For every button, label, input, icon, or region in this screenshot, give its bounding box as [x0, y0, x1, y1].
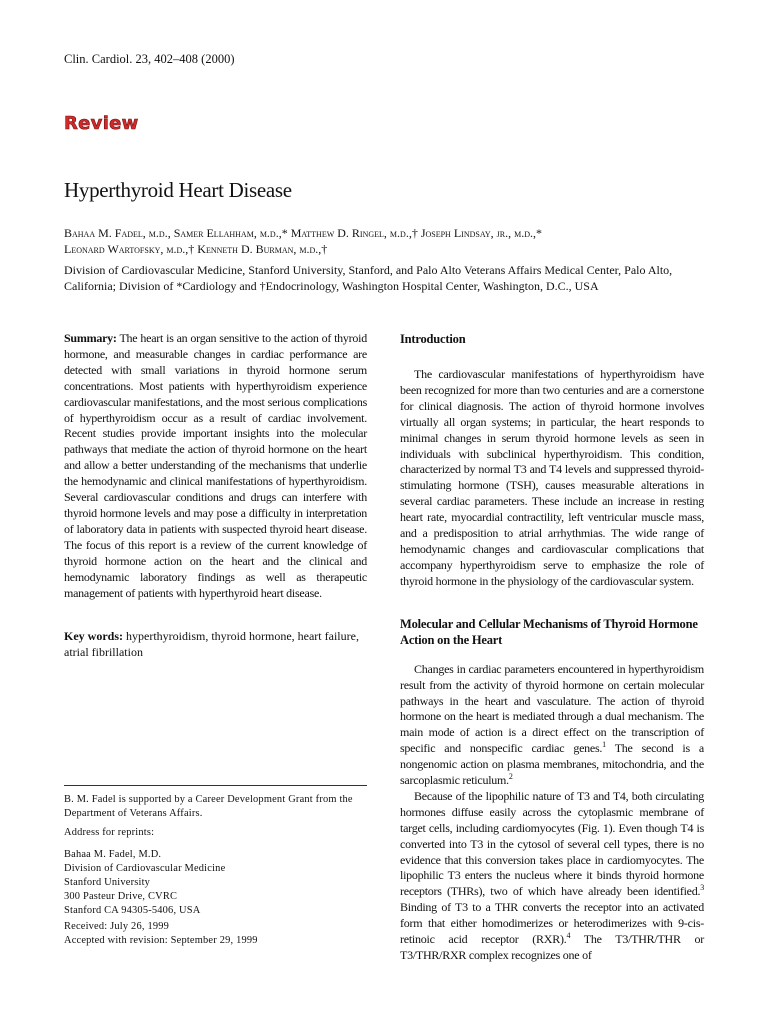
- reference-mark: 2: [508, 772, 513, 782]
- author: Joseph Lindsay, jr., m.d.,*: [420, 226, 542, 240]
- reference-mark: 1: [602, 740, 606, 750]
- author-list: [64, 225, 714, 257]
- keywords-paragraph: [64, 629, 367, 661]
- author: Samer Ellahham, m.d.,*: [173, 226, 288, 240]
- reference-mark: 3: [700, 883, 704, 893]
- summary-paragraph: [64, 331, 367, 601]
- received-date: Received: July 26, 1999: [64, 921, 170, 932]
- author: Bahaa M. Fadel, m.d.,: [64, 226, 171, 240]
- reprint-address: Bahaa M. Fadel, M.D. Division of Cardiovascular Medicine Stanford University 300 Pasteur Drive, CVRC Stanford CA 94305-5406, USA: [64, 849, 226, 916]
- mechanisms-paragraph-1: Changes in cardiac parameters encountered in hyperthyroidism result from the activity of thyroid hormone on certain molecular pathways in the heart and vasculature. The action of thyroid hormone on the heart is mediated through a dual mechanism. The main mode of action is a direct effect on the transcription of specific and nonspecific cardiac genes.$^1$ The second is a nongenomic action on plasma membranes, mitochondria, and the sarcoplasmic reticulum.$^2$: [400, 661, 704, 788]
- reprints-label: Address for reprints:: [64, 827, 155, 838]
- summary-text: The heart is an organ sensitive to the action of thyroid hormone, and measurable changes in cardiac performance are detected with small variations in thyroid hormone serum concentrations. Most patients with hyperthyroidism experience cardiovascular manifestations, and the most serious complications of hyperthyroidism occur as a result of cardiac involvement. Recent studies provide important insights into the molecular pathways that mediate the action of thyroid hormone on the heart and allow a better understanding of the mechanisms that underlie the hemodynamic and clinical manifestations of hyperthyroidism. Several cardiovascular conditions and drugs can interfere with thyroid hormone levels and may pose a difficulty in interpretation of laboratory data in patients with suspected thyroid heart disease. The focus of this report is a review of the current knowledge of thyroid hormone action on the heart and the clinical and hemodynamic laboratory findings as well as therapeutic management of patients with hyperthyroid heart disease.: [64, 331, 367, 600]
- keywords-text: hyperthyroidism, thyroid hormone, heart failure, atrial fibrillation: [64, 629, 359, 660]
- journal-citation: Clin. Cardiol. 23, 402–408 (2000): [64, 52, 235, 66]
- author: Kenneth D. Burman, m.d.,†: [197, 242, 328, 256]
- left-column: [64, 331, 367, 661]
- accepted-date: Accepted with revision: September 29, 1999: [64, 935, 258, 946]
- right-column: [400, 331, 704, 964]
- author: Matthew D. Ringel, m.d.,†: [290, 226, 418, 240]
- article-title: Hyperthyroid Heart Disease: [64, 178, 292, 202]
- section-tag: Review: [64, 113, 139, 134]
- funding-note: B. M. Fadel is supported by a Career Development Grant from the Department of Veterans Affairs.: [64, 794, 353, 819]
- keywords-label: Key words:: [64, 629, 123, 644]
- mechanisms-paragraph-2: Because of the lipophilic nature of T3 and T4, both circulating hormones diffuse easily across the cytoplasmic membrane of target cells, including cardiomyocytes (Fig. 1). Even though T4 is converted into T3 in the cytosol of several cell types, there is no evidence that this conversion takes place in cardiomyocytes. The lipophilic T3 enters the nucleus where it binds thyroid hormone receptors (THRs), two of which have already been identified.$^3$ Binding of T3 to a THR converts the receptor into an activated form that either homodimerizes or heterodimerizes with 9-cis-retinoic acid receptor (RXR).$^4$ The T3/THR/THR or T3/THR/RXR complex recognizes one of: [400, 788, 705, 962]
- section-heading-mechanisms: Molecular and Cellular Mechanisms of Thyroid Hormone Action on the Heart: [400, 616, 698, 647]
- received-dates: [64, 920, 367, 948]
- affiliation: Division of Cardiovascular Medicine, Stanford University, Stanford, and Palo Alto Veterans Affairs Medical Center, Palo Alto, California; Division of *Cardiology and †Endocrinology, Washington Hospital Center, Washington, D.C., USA: [64, 263, 673, 293]
- reference-mark: 4: [566, 931, 571, 941]
- summary-label: Summary:: [64, 331, 117, 345]
- footnote-divider: [64, 785, 367, 786]
- section-heading-introduction: Introduction: [400, 332, 466, 346]
- introduction-paragraph: The cardiovascular manifestations of hyperthyroidism have been recognized for more than two centuries and are a cornerstone for clinical diagnosis. The action of thyroid hormone involves virtually all organ systems; in particular, the heart responds to minimal changes in serum thyroid hormone levels as seen in individuals with subclinical hyperthyroidism. This condition, characterized by normal T3 and T4 levels and suppressed thyroid-stimulating hormone (TSH), causes measurable alterations in several cardiac parameters. These include an increase in resting heart rate, myocardial contractility, left ventricular muscle mass, and a predisposition to atrial arrhythmias. The wide range of hemodynamic changes and cardiovascular complications that accompany hyperthyroidism serve to emphasize the role of thyroid hormone in the physiology of the cardiovascular system.: [400, 367, 704, 588]
- author: Leonard Wartofsky, m.d.,†: [64, 242, 195, 256]
